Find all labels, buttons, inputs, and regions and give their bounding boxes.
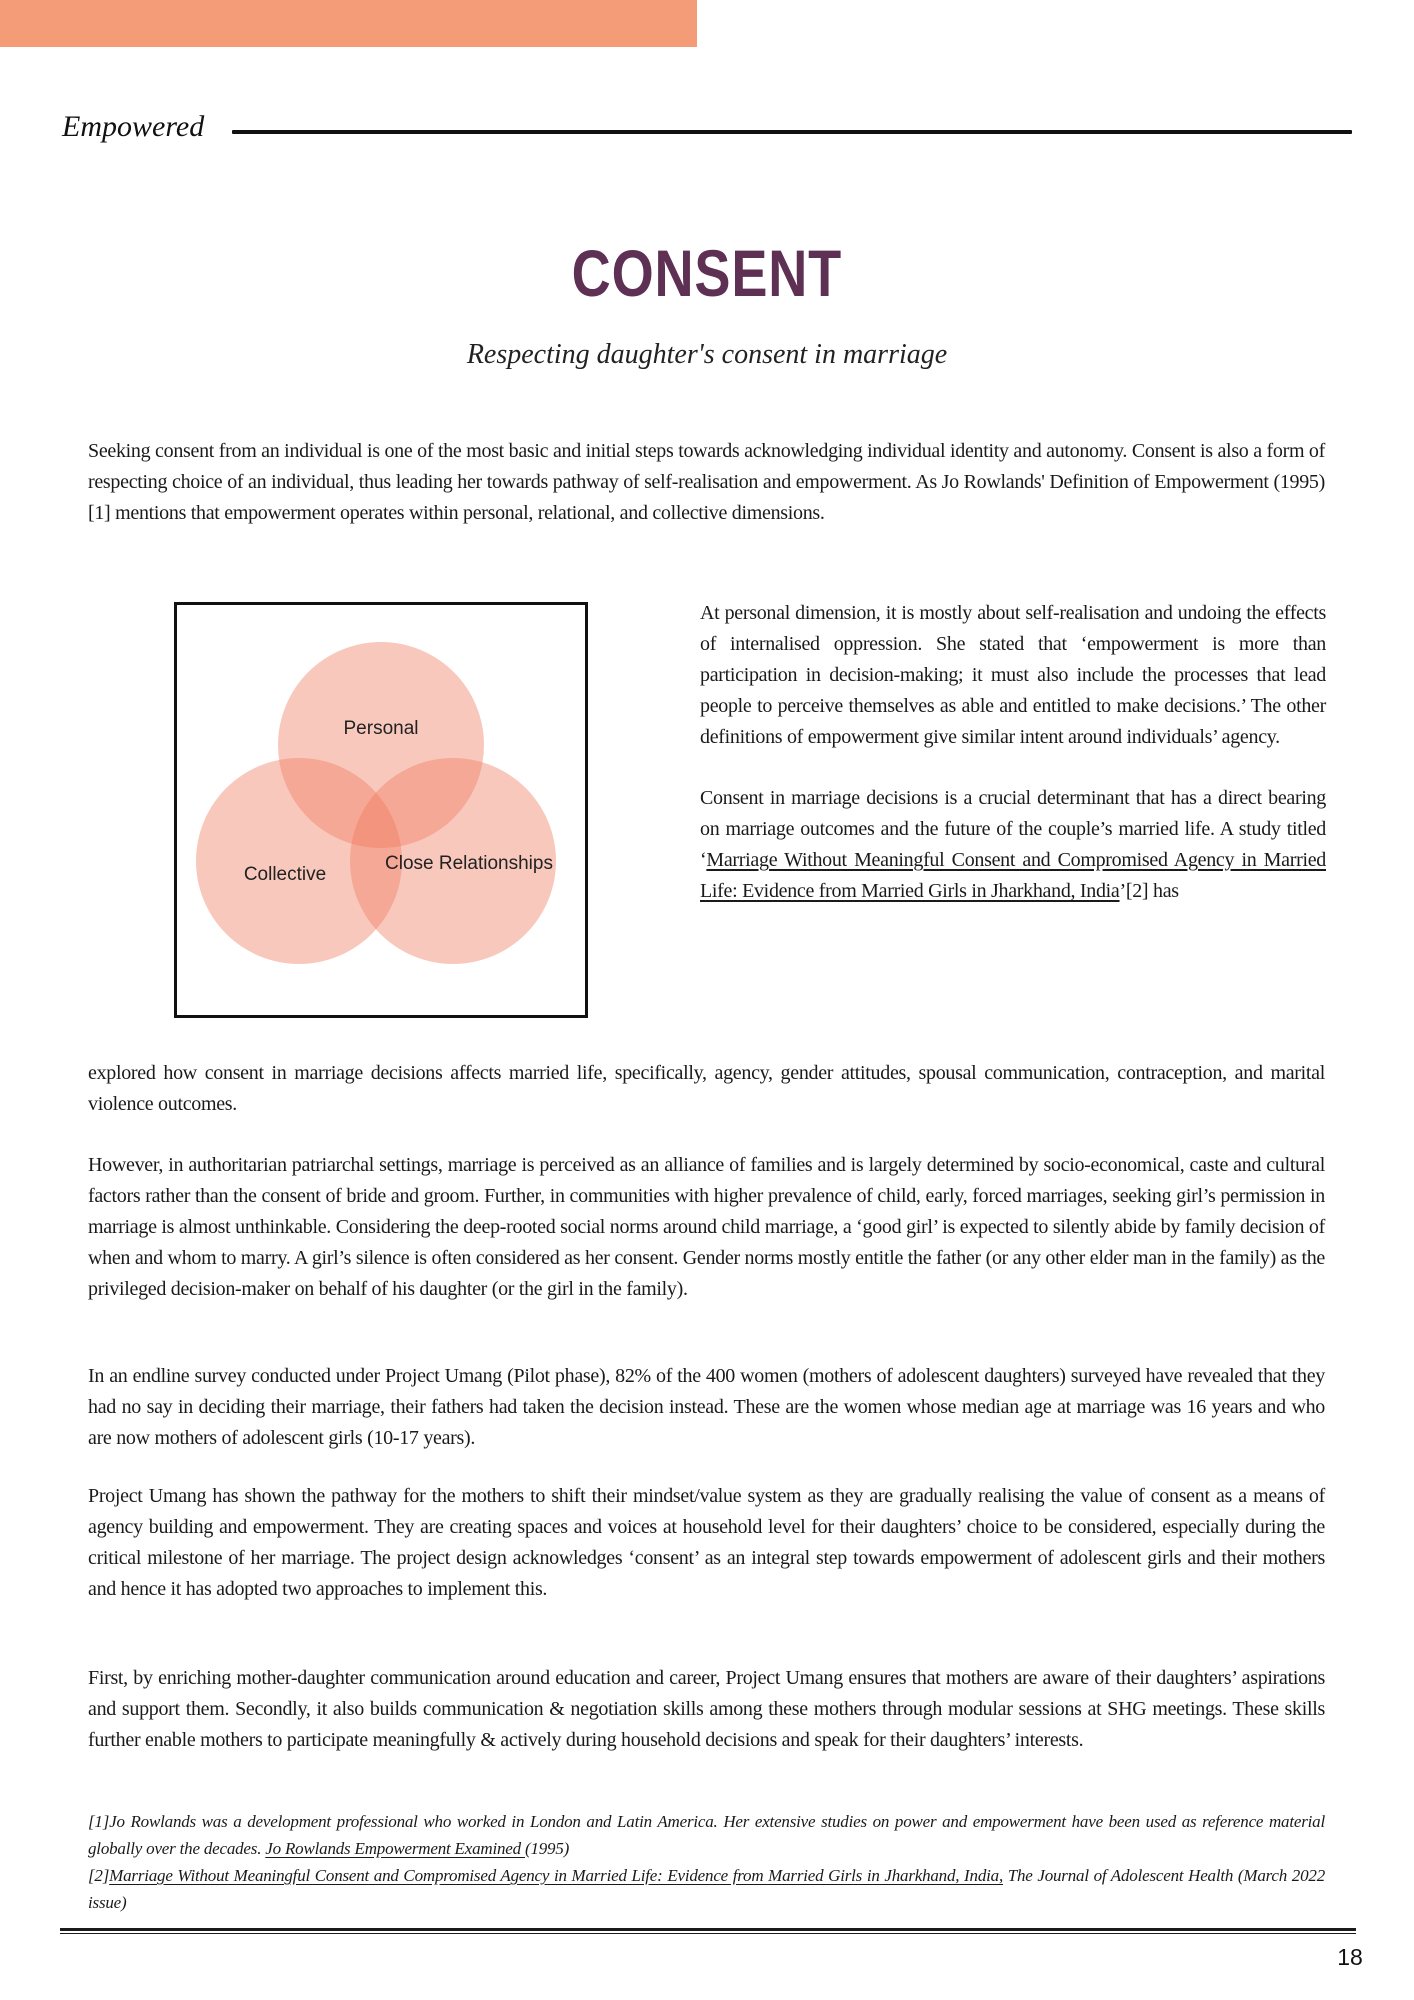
footnote-2-marker: [2]	[88, 1866, 110, 1885]
article-title-wrap	[0, 238, 1414, 308]
paragraph-consent-marriage	[700, 783, 1326, 907]
study-title-link[interactable]: Marriage Without Meaningful Consent and Compromised Agency in Married Life: Evidence from Married Girls in Jharkhand, India	[700, 849, 1326, 902]
paragraph-explored: explored how consent in marriage decisions affects married life, specifically, agency, gender attitudes, spousal communication, contraception, and marital violence outcomes.	[88, 1062, 1325, 1115]
paragraph-consent-marriage-pre: Consent in marriage decisions is a crucial determinant that has a direct bearing on marriage outcomes and the future of the couple’s married life. A study titled ‘	[700, 787, 1326, 871]
footnote-1	[88, 1808, 1325, 1862]
paragraph-consent-marriage-post: ’[2] has	[1119, 880, 1179, 902]
paragraph-two-approaches: First, by enriching mother-daughter communication around education and career, Project Umang ensures that mothers are aware of their daughters’ aspirations and support them. Secondly, it also builds communication & negotiation skills among these mothers through modular sessions at SHG meetings. These skills further enable mothers to participate meaningfully & actively during household decisions and speak for their daughters’ interests.	[88, 1667, 1325, 1751]
paragraph-endline-survey: In an endline survey conducted under Project Umang (Pilot phase), 82% of the 400 women (mothers of adolescent daughters) surveyed have revealed that they had no say in deciding their marriage, their fathers had taken the decision instead. These are the women whose median age at marriage was 16 years and who are now mothers of adolescent girls (10-17 years).	[88, 1365, 1325, 1449]
right-column	[700, 598, 1326, 907]
paragraph-however: However, in authoritarian patriarchal settings, marriage is perceived as an alliance of families and is largely determined by socio-economical, caste and cultural factors rather than the consent of bride and groom. Further, in communities with higher prevalence of child, early, forced marriages, seeking girl’s permission in marriage is almost unthinkable. Considering the deep-rooted social norms around child marriage, a ‘good girl’ is expected to silently abide by family decision of when and whom to marry. A girl’s silence is often considered as her consent. Gender norms mostly entitle the father (or any other elder man in the family) as the privileged decision-maker on behalf of his daughter (or the girl in the family).	[88, 1154, 1325, 1300]
footnote-2-journal: The Journal of Adolescent Health (March 2022 issue)	[88, 1866, 1325, 1912]
page-number: 18	[1337, 1944, 1363, 1970]
header-rule	[232, 130, 1352, 134]
venn-diagram	[174, 602, 588, 1018]
venn-label-personal: Personal	[343, 718, 419, 739]
footnotes	[88, 1808, 1325, 1916]
footnote-2-link[interactable]: Marriage Without Meaningful Consent and Compromised Agency in Married Life: Evidence from Married Girls in Jharkhand, India,	[109, 1866, 1003, 1885]
footnote-2	[88, 1862, 1325, 1916]
header-accent-bar	[0, 0, 697, 47]
footer-rule	[60, 1928, 1356, 1934]
magazine-title: Empowered	[62, 110, 205, 143]
article-title: CONSENT	[571, 236, 843, 310]
intro-paragraph: Seeking consent from an individual is one of the most basic and initial steps towards acknowledging individual identity and autonomy. Consent is also a form of respecting choice of an individual, thus leading her towards pathway of self-realisation and empowerment. As Jo Rowlands' Definition of Empowerment (1995)[1] mentions that empowerment operates within personal, relational, and collective dimensions.	[88, 440, 1325, 524]
footnote-1-text: [1]Jo Rowlands was a development professional who worked in London and Latin America. Her extensive studies on power and empowerment have been used as reference material globally over the decades.	[88, 1812, 1325, 1858]
venn-label-close-relationships: Close Relationships	[385, 853, 553, 874]
article-subtitle: Respecting daughter's consent in marriage	[466, 339, 948, 370]
paragraph-project-umang: Project Umang has shown the pathway for the mothers to shift their mindset/value system as they are gradually realising the value of consent as a means of agency building and empowerment. They are creating spaces and voices at household level for their daughters’ choice to be considered, especially during the critical milestone of her marriage. The project design acknowledges ‘consent’ as an integral step towards empowerment of adolescent girls and their mothers and hence it has adopted two approaches to implement this.	[88, 1485, 1325, 1600]
footnote-1-year: (1995)	[525, 1839, 570, 1858]
paragraph-personal-dimension: At personal dimension, it is mostly about self-realisation and undoing the effects of internalised oppression. She stated that ‘empowerment is more than participation in decision-making; it must also include the processes that lead people to perceive themselves as able and entitled to make decisions.’ The other definitions of empowerment give similar intent around individuals’ agency.	[700, 602, 1326, 748]
footnote-1-link[interactable]: Jo Rowlands Empowerment Examined	[265, 1839, 525, 1858]
venn-label-collective: Collective	[243, 864, 327, 885]
